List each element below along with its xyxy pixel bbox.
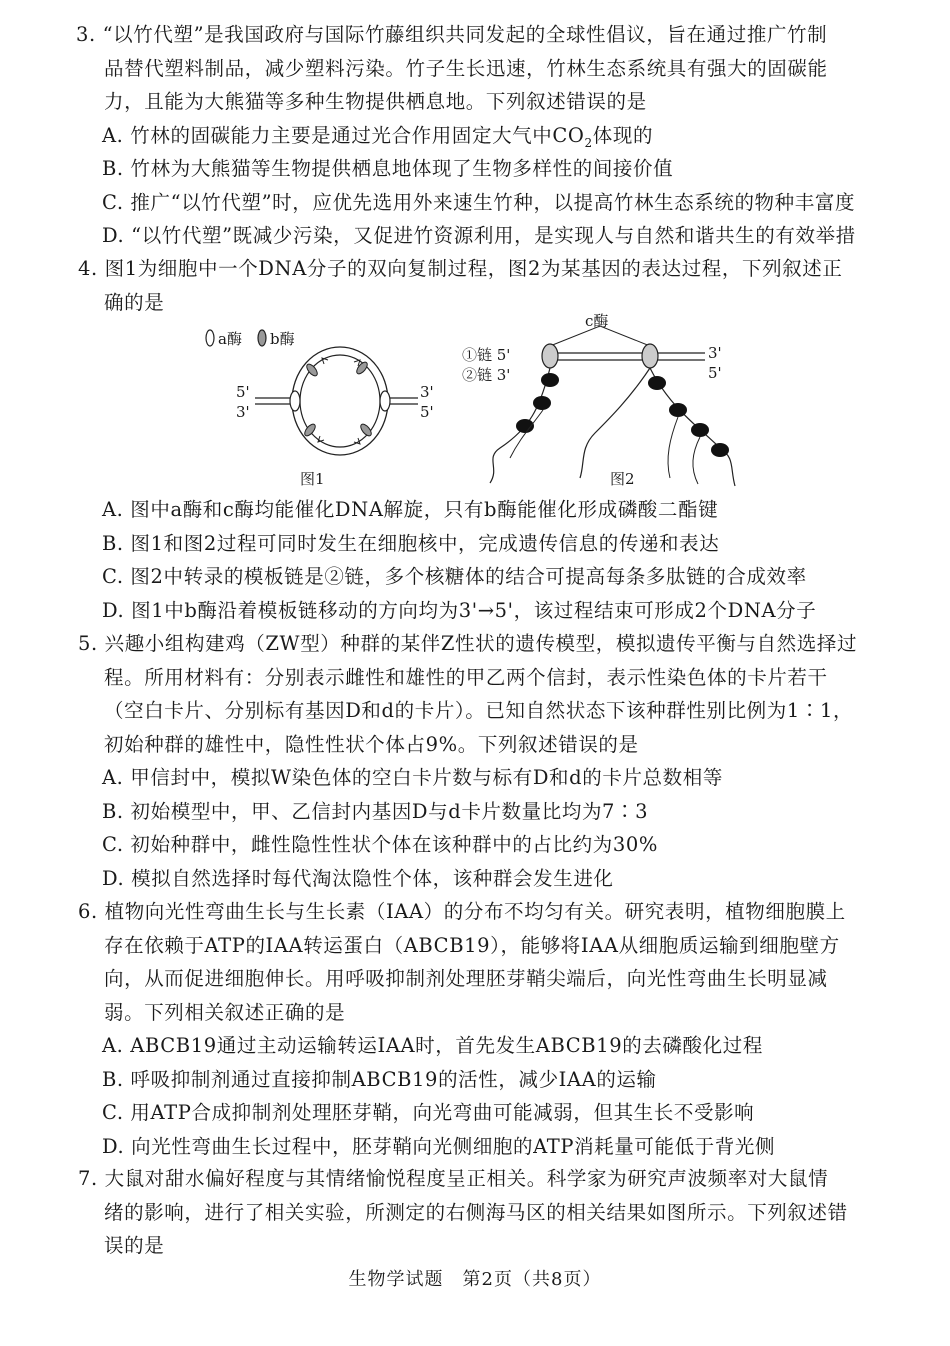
- q6-stem-line-1: 6. 植物向光性弯曲生长与生长素（IAA）的分布不均匀有关。研究表明，植物细胞膜上: [78, 900, 846, 923]
- legend-b-enzyme-label: b酶: [270, 330, 295, 348]
- legend-a-enzyme-label: a酶: [218, 330, 242, 348]
- fig2-right-bottom-label: 5': [708, 364, 722, 382]
- q6-option-b: B. 呼吸抑制剂通过直接抑制ABCB19的活性，减少IAA的运输: [102, 1067, 657, 1091]
- q3-stem-line-3: 力，且能为大熊猫等多种生物提供栖息地。下列叙述错误的是: [104, 90, 647, 113]
- fig2-right-top-label: 3': [708, 344, 722, 362]
- q5-option-a: A. 甲信封中，模拟W染色体的空白卡片数与标有D和d的卡片总数相等: [102, 766, 723, 789]
- q4-option-c: C. 图2中转录的模板链是②链，多个核糖体的结合可提高每条多肽链的合成效率: [102, 565, 807, 588]
- q4-stem-line-2: 确的是: [104, 290, 165, 314]
- question-4: [78, 252, 878, 319]
- q6-stem-line-3: 向，从而促进细胞伸长。用呼吸抑制剂处理胚芽鞘尖端后，向光性弯曲生长明显减: [104, 967, 828, 990]
- q5-stem-line-4: 初始种群的雄性中，隐性性状个体占9%。下列叙述错误的是: [104, 732, 639, 756]
- q6-option-d: D. 向光性弯曲生长过程中，胚芽鞘向光侧细胞的ATP消耗量可能低于背光侧: [102, 1134, 776, 1158]
- c-enzyme-label: c酶: [585, 312, 609, 330]
- q5-option-d: D. 模拟自然选择时每代淘汰隐性个体，该种群会发生进化: [102, 866, 614, 890]
- fig1-caption: 图1: [300, 470, 325, 488]
- fig2-caption: 图2: [610, 470, 635, 488]
- q3-option-b: B. 竹林为大熊猫等生物提供栖息地体现了生物多样性的间接价值: [102, 157, 674, 180]
- question-7: [78, 1162, 878, 1263]
- q4-stem-line-1: 4. 图1为细胞中一个DNA分子的双向复制过程，图2为某基因的表达过程，下列叙述正: [78, 257, 843, 280]
- q3-option-c: C. 推广“以竹代塑”时，应优先选用外来速生竹种，以提高竹林生态系统的物种丰富度: [102, 190, 856, 214]
- page-footer: 生物学试题 第2页（共8页）: [348, 1269, 602, 1290]
- q3-option-a: A. 竹林的固碳能力主要是通过光合作用固定大气中$CO_2$体现的: [102, 123, 654, 150]
- q3-option-d: D. “以竹代塑”既减少污染，又促进竹资源利用，是实现人与自然和谐共生的有效举措: [102, 224, 856, 247]
- q7-stem-line-3: 误的是: [104, 1234, 165, 1257]
- fig1-left-bottom-label: 3': [236, 403, 250, 421]
- q7-stem-line-1: 7. 大鼠对甜水偏好程度与其情绪愉悦程度呈正相关。科学家为研究声波频率对大鼠情: [78, 1167, 829, 1190]
- fig1-right-bottom-label: 5': [420, 403, 434, 421]
- chain-2-label: ②链 3': [462, 366, 511, 384]
- q4-option-a: A. 图中a酶和c酶均能催化DNA解旋，只有b酶能催化形成磷酸二酯键: [102, 498, 719, 521]
- q3-stem-line-2: 品替代塑料制品，减少塑料污染。竹子生长迅速，竹林生态系统具有强大的固碳能: [104, 56, 828, 80]
- q7-stem-line-2: 绪的影响，进行了相关实验，所测定的右侧海马区的相关结果如图所示。下列叙述错: [104, 1200, 848, 1224]
- q3-stem-line-1: 3. “以竹代塑”是我国政府与国际竹藤组织共同发起的全球性倡议，旨在通过推广竹制: [76, 23, 828, 46]
- fig1-right-top-label: 3': [420, 383, 434, 401]
- q5-stem-line-3: （空白卡片、分别标有基因D和d的卡片）。已知自然状态下该种群性别比例为1∶1，: [104, 699, 854, 722]
- q6-option-a: A. ABCB19通过主动运输转运IAA时，首先发生ABCB19的去磷酸化过程: [102, 1034, 763, 1057]
- q5-stem-line-2: 程。所用材料有：分别表示雌性和雄性的甲乙两个信封，表示性染色体的卡片若干: [104, 665, 828, 689]
- question-4-options: [78, 493, 878, 627]
- legend-b-enzyme-icon: [258, 330, 266, 346]
- q5-option-c: C. 初始种群中，雌性隐性性状个体在该种群中的占比约为30%: [102, 833, 658, 856]
- question-5: [78, 627, 878, 895]
- question-3: [78, 18, 878, 253]
- q6-stem-line-4: 弱。下列相关叙述正确的是: [104, 1000, 346, 1024]
- q4-option-d: D. 图1中b酶沿着模板链移动的方向均为3'→5'，该过程结束可形成2个DNA分子: [102, 598, 817, 622]
- chain-1-label: ①链 5': [462, 346, 511, 364]
- q5-stem-line-1: 5. 兴趣小组构建鸡（ZW型）种群的某伴Z性状的遗传模型，模拟遗传平衡与自然选择过: [78, 632, 858, 655]
- q6-stem-line-2: 存在依赖于ATP的IAA转运蛋白（ABCB19），能够将IAA从细胞质运输到细胞壁方: [104, 933, 840, 957]
- q6-option-c: C. 用ATP合成抑制剂处理胚芽鞘，向光弯曲可能减弱，但其生长不受影响: [102, 1101, 755, 1124]
- question-6: [78, 895, 878, 1163]
- q4-option-b: B. 图1和图2过程可同时发生在细胞核中，完成遗传信息的传递和表达: [102, 531, 720, 555]
- fig1-left-top-label: 5': [236, 383, 250, 401]
- figure-2-expression: [490, 326, 735, 486]
- legend-a-enzyme-icon: [206, 330, 214, 346]
- q5-option-b: B. 初始模型中，甲、乙信封内基因D与d卡片数量比均为7∶3: [102, 799, 649, 823]
- q4-figures: [200, 312, 760, 498]
